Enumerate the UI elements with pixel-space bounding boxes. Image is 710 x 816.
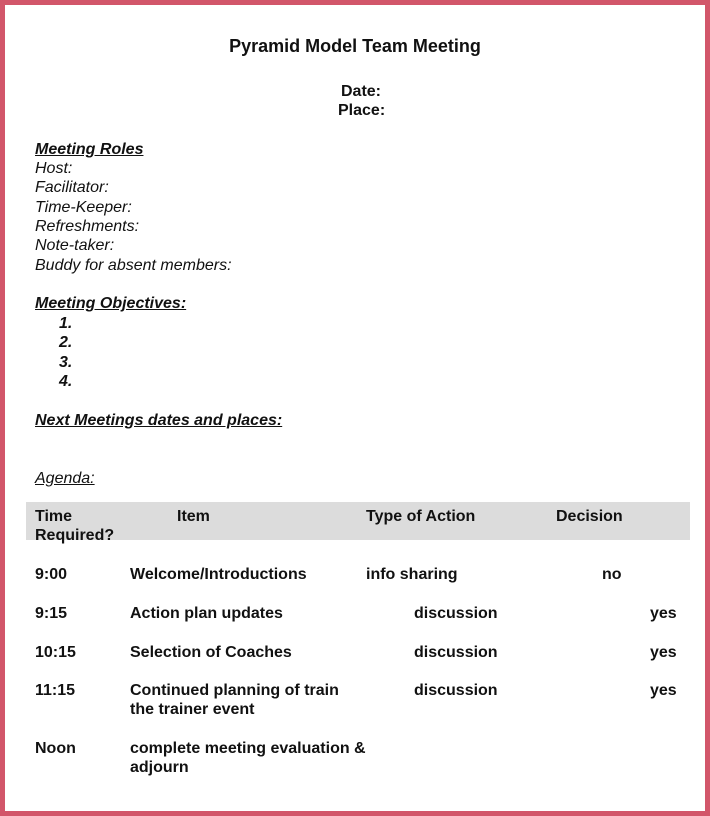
agenda-row-1-item: Welcome/Introductions: [130, 566, 307, 583]
agenda-row-3-decision: yes: [650, 644, 677, 661]
date-label: Date:: [341, 83, 382, 100]
place-label: Place:: [338, 102, 386, 119]
agenda-row-4-time: 11:15: [35, 682, 76, 699]
agenda-row-3-time: 10:15: [35, 644, 76, 661]
role-note-taker: Note-taker:: [35, 237, 115, 254]
agenda-row-2-item: Action plan updates: [130, 605, 283, 622]
agenda-row-5-item: complete meeting evaluation & adjourn: [130, 740, 366, 776]
objective-2: 2.: [59, 334, 73, 351]
document-title: Pyramid Model Team Meeting: [229, 36, 481, 56]
agenda-row-5-time: Noon: [35, 740, 76, 757]
objective-4: 4.: [59, 373, 73, 390]
column-header-action: Type of Action: [366, 508, 476, 525]
meeting-objectives-heading: Meeting Objectives:: [35, 295, 187, 312]
agenda-heading: Agenda:: [35, 470, 95, 487]
agenda-row-4-item: Continued planning of train the trainer event: [130, 682, 339, 718]
agenda-row-1-action: info sharing: [366, 566, 458, 583]
agenda-row-2-time: 9:15: [35, 605, 68, 622]
column-header-item: Item: [177, 508, 210, 525]
objective-1: 1.: [59, 315, 73, 332]
column-header-decision: Decision: [556, 508, 623, 525]
role-facilitator: Facilitator:: [35, 179, 109, 196]
role-refreshments: Refreshments:: [35, 218, 140, 235]
column-header-time: Time Required?: [35, 508, 115, 544]
agenda-row-1-decision: no: [602, 566, 622, 583]
role-buddy: Buddy for absent members:: [35, 257, 232, 274]
agenda-row-3-item: Selection of Coaches: [130, 644, 292, 661]
next-meetings-heading: Next Meetings dates and places:: [35, 412, 283, 429]
agenda-row-2-decision: yes: [650, 605, 677, 622]
objective-3: 3.: [59, 354, 73, 371]
agenda-row-3-action: discussion: [414, 644, 498, 661]
agenda-row-2-action: discussion: [414, 605, 498, 622]
agenda-row-4-action: discussion: [414, 682, 498, 699]
agenda-row-4-decision: yes: [650, 682, 677, 699]
role-host: Host:: [35, 160, 73, 177]
role-time-keeper: Time-Keeper:: [35, 199, 132, 216]
meeting-roles-heading: Meeting Roles: [35, 141, 144, 158]
agenda-row-1-time: 9:00: [35, 566, 68, 583]
